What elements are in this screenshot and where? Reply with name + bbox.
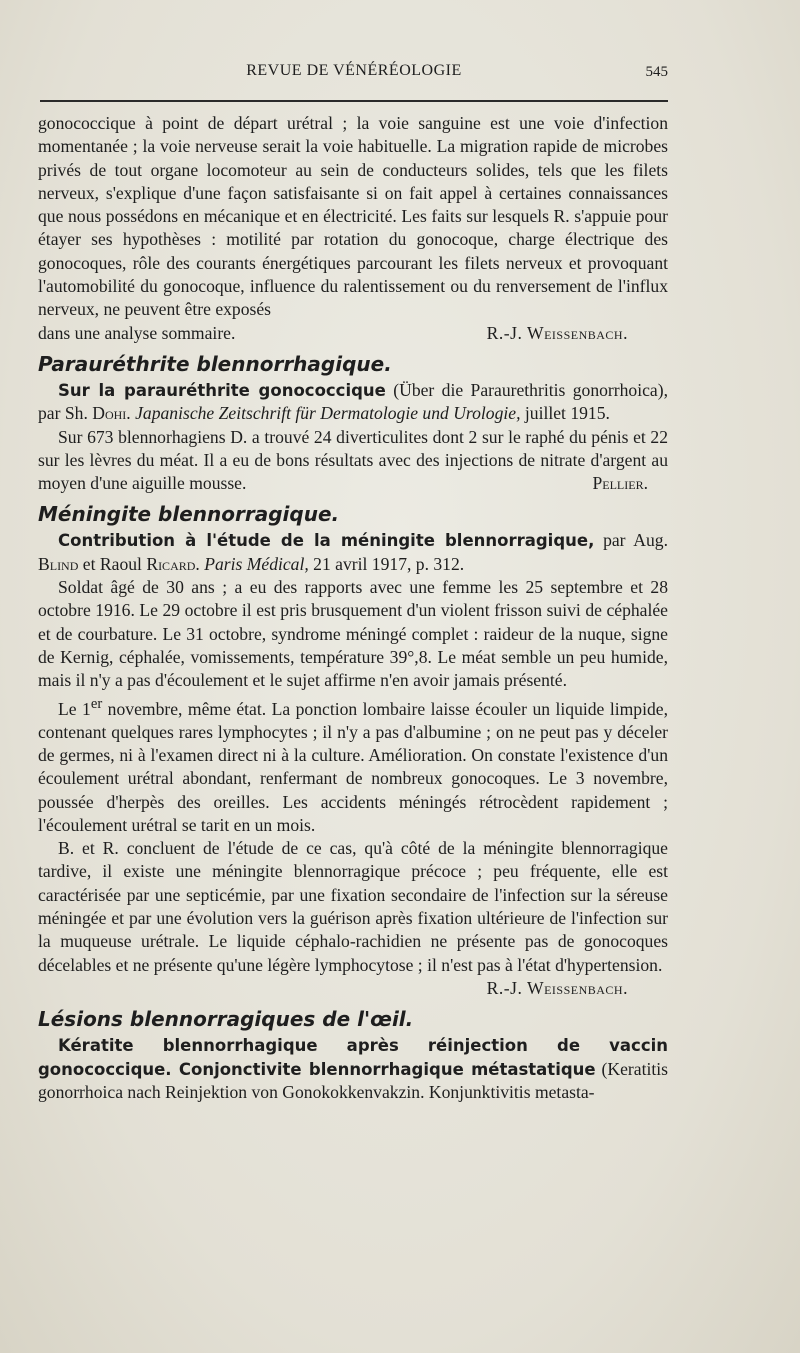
running-header: [40, 62, 668, 86]
date-prefix: Le 1: [58, 698, 91, 719]
reference-date: 21 avril 1917, p. 312.: [308, 553, 465, 574]
reference-author: Dohi: [92, 403, 127, 424]
journal-title: REVUE DE VÉNÉRÉOLOGIE: [246, 62, 462, 79]
reference-text: et Raoul: [78, 553, 147, 574]
meningite-paragraph-1: Soldat âgé de 30 ans ; a eu des rapports avec une femme les 25 septembre et 28 octobre 1916. Le 29 octobre il est pris brusquement d'un violent frisson suivi de céphalée et de courbature. Le 31 octobre, syndrome méningé complet : raideur de la nuque, signe de Kernig, céphalée, vomissements, température 39°,8. Le méat semble un peu humide, mais il n'y a pas d'écoulement et le sujet affirme n'en avoir jamais présenté.: [38, 577, 668, 691]
reference-text: (Keratitis gonorrhoica nach Reinjektion von Gonokokkenvakzin. Konjunktivitis metasta-: [38, 1058, 668, 1102]
reference-author: Ricard: [146, 553, 196, 574]
page-number: 545: [645, 64, 668, 80]
reference-text: (Über die Paraurethritis gonorrhoica), par Sh.: [38, 379, 668, 424]
reference-date: juillet 1915.: [520, 403, 610, 424]
reference-author: Blind: [38, 553, 79, 574]
meningite-paragraph-2: [38, 693, 668, 838]
meningite-author: R.-J. Weissenbach.: [486, 977, 628, 998]
intro-author: R.-J. Weissenbach.: [486, 322, 628, 343]
reference-journal: Japanische Zeitschrift für Dermatologie und Urologie,: [135, 403, 521, 424]
paraurethrite-author: Pellier.: [592, 473, 648, 494]
article-reference-paraurethrite: Sur la parauréthrite gonococcique (Über die Paraurethritis gonorrhoica), par Sh. Dohi. Japanische Zeitschrift für Dermatologie und Urologie, juillet 1915.: [38, 379, 668, 424]
section-heading-meningite: Méningite blennorragique.: [38, 502, 340, 527]
ordinal-sup: er: [90, 695, 103, 712]
reference-text: .: [195, 553, 205, 574]
article-reference-meningite: [38, 529, 668, 576]
intro-signature-line: [38, 322, 668, 345]
article-reference-keratite: [38, 1034, 668, 1104]
section-heading-paraurethrite: Parauréthrite blennorrhagique.: [38, 351, 392, 376]
paraurethrite-body-text: Sur 673 blennorhagiens D. a trouvé 24 diverticulites dont 2 sur le raphé du pénis et 22 sur les lèvres du méat. Il a eu de bons résultats avec des injections de nitrate d'argent au moyen d'une aiguille mousse.: [38, 426, 668, 494]
header-rule: [40, 100, 668, 102]
meningite-signature-line: [38, 977, 668, 1000]
paraurethrite-body: [38, 426, 668, 496]
paragraph-text: novembre, même état. La ponction lombaire laisse écouler un liquide limpide, contenant quelques rares lymphocytes ; il n'y a pas d'albumine ; on ne peut pas y déceler de germes, ni à l'examen direct ni à la culture. Amélioration. On constate l'existence d'un écoulement urétral abondant, renfermant de nombreux gonocoques. Le 3 novembre, poussée d'herpès des oreilles. Les accidents méningés rétrocèdent rapidement ; l'écoulement urétral se tarit en un mois.: [38, 698, 668, 835]
meningite-paragraph-3: B. et R. concluent de l'étude de ce cas, qu'à côté de la méningite blennorragique tardive, il existe une méningite blennorragique précoce ; peu fréquente, elle est caractérisée par une septicémie, par une fixation secondaire de l'infection sur la séreuse méningée et par une évolution vers la guérison après fixation ultérieure de l'infection sur la muqueuse urétrale. Le liquide céphalo-rachidien ne présente pas de gonocoques décelables et ne présente qu'une légère lymphocytose ; il n'est pas à l'état d'hypertension.: [38, 838, 668, 975]
section-heading-oeil: Lésions blennorragiques de l'œil.: [38, 1007, 414, 1032]
reference-text: par Aug.: [594, 530, 668, 551]
intro-paragraph: gonococcique à point de départ urétral ; la voie sanguine est une voie d'infection momentanée ; la voie nerveuse serait la voie habituelle. La migration rapide de microbes privés de tout organe locomoteur au sein de conducteurs solides, tels que les filets nerveux, s'explique d'une façon satisfaisante si on fait appel à certaines connaissances que nous possédons en mécanique et en électricité. Les faits sur lesquels R. s'appuie pour étayer ses hypothèses : motilité par rotation du gonocoque, charge électrique des gonocoques, rôle des courants énergétiques parcourant les filets nerveux et provoquant l'automobilité du gonocoque, influence du ralentissement ou du renversement de l'influx nerveux, ne peuvent être exposés: [38, 113, 668, 320]
article-title: Sur la parauréthrite gonococcique: [58, 380, 386, 400]
article-title: Contribution à l'étude de la méningite blennorragique,: [58, 531, 595, 551]
intro-last-line: dans une analyse sommaire.: [38, 322, 236, 343]
article-title: Kératite blennorrhagique après réinjection de vaccin gonococcique. Conjonctivite blennorrhagique métastatique: [38, 1036, 668, 1079]
reference-journal: Paris Médical,: [204, 553, 309, 574]
body-text: [38, 112, 668, 1104]
